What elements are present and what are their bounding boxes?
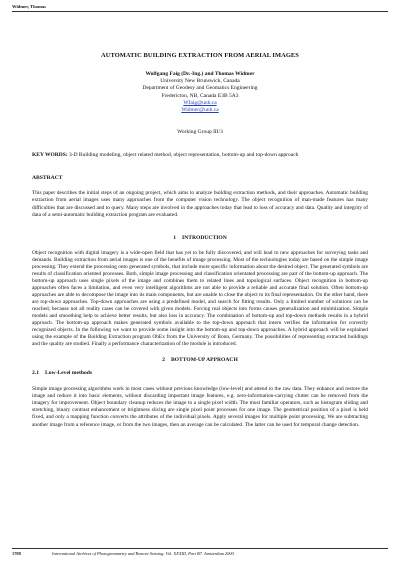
affiliation-line: Fredericton, NB, Canada E3B 5A3 [161,92,239,99]
section-title: INTRODUCTION [182,234,227,241]
keywords-text: 3-D Building modeling, object related method, object representation, bottom-up and top-down approach [68,152,299,159]
page-content [32,52,368,429]
authors: Wolfgang Faig (Dr.-Ing.) and Thomas Widmer [145,71,255,77]
section-heading [32,235,368,241]
affiliation-line: University New Brunswick, Canada [160,78,240,85]
section-title: BOTTOM-UP APPROACH [170,357,238,364]
affiliation-line: Department of Geodesy and Geomatics Engineering [142,85,258,92]
email-link[interactable]: Wfaig@unb.ca [183,99,217,106]
section-number: 1 [173,234,177,241]
header-rule [12,11,388,12]
journal-citation: International Archives of Photogrammetry and Remote Sensing. Vol. XXXIII, Part B7. Amsterdam 2000. [52,551,235,556]
subsection-title: Low-Level methods [45,370,93,377]
introduction-text: Object recognition with digital imagery is a wide-open field that has yet to be fully discovered, and will lead to new approaches for surveying tasks and demands. Building extraction from aerial images is one of the benefits of image processing. Most of the technologies today are based on the simple image processing. They extend the processing onto generated symbols, that include more specific information about the desired object. The generated symbols are results of classification oriented processes. Both, simple image processing and classification orientated processing are part of the bottom-up approach. The bottom-up approach uses single pixels of the image and combines them to related lines and topological surfaces. Object recognition in bottom-up approaches often faces a limitation, and even very intelligent algorithms are not able to provide a reliable and accurate final solution. Often bottom-up approaches are able to decompose the image into its main components, but are unable to close the object to its final representation. On the other hand, there are top-down approaches. Top-down approaches are using a predefined model, and search for fitting results. Only a limited number of solutions can be reached, because not all reality cases can be covered with given models. Forcing real objects into forms causes generalization and minimization. Simple models and smoothing help to achieve better results, but also loss in accuracy. The combination of bottom-up and top-down methods results in a hybrid approach. The bottom-up approach makes generated symbols available to the top-down approach that intern verifies the information for correctly recognized objects. In the following we want to provide some insight into the bottom-up and top-down approaches. A hybrid approach will be explained using the example of the Building Extraction program ObEx from the University of Bonn, Germany. The possibilities of representing extracted buildings and the quality are studied. Finally a performance characterization of the module is introduced. [32,249,368,348]
keywords-label: KEY WORDS: [32,152,68,159]
email-link[interactable]: Widmer@unb.ca [181,107,219,114]
page-number: 1708 [12,551,21,556]
section-number: 2 [162,357,165,364]
abstract-heading: ABSTRACT [32,175,63,182]
section-heading [32,357,368,363]
subsection-number: 2.1 [32,370,39,377]
running-header: Widmer, Thomas [12,4,46,9]
author-block [32,71,368,114]
footer-rule [12,548,388,549]
working-group: Working Group III/3 [177,129,223,136]
keywords [32,152,368,159]
low-level-methods-text: Simple image processing algorithms work in most cases without previous knowledge (low-level) and attend to the raw data. They enhance and restore the image and reduce it into basic elements, without discarding important image features, e.g. zero-information-carrying clutter can be removed from the imagery for improvement. Object boundary cleanup reduces the image to a single pixel width. The most familiar operators, such as histogram sliding and stretching, binary contrast enhancement or brightness slicing are single pixel point processes for one image. The geometrical position of a pixel is held fixed, and only a mapping function converts the attributes of the individual pixels. Apply several images for multiple point processing. We are subtracting another image from a reference image, or from the two images, then an average can be calculated. The latter can be used for temporal change detection. [32,386,368,428]
abstract-text: This paper describes the initial steps of an ongoing project, which aims to analyze building extraction methods, and their approaches. Automatic building extraction from aerial images uses many approaches from the computer vision technology. The object recognition of man-made features has many difficulties that are discussed and to query. Many steps are involved in the approaches today that lead to loss of accuracy and data. Quality and integrity of data of a semi-automatic building extraction program are evaluated. [32,190,368,218]
subsection-heading [32,370,368,376]
paper-title: AUTOMATIC BUILDING EXTRACTION FROM AERIAL IMAGES [101,52,299,59]
